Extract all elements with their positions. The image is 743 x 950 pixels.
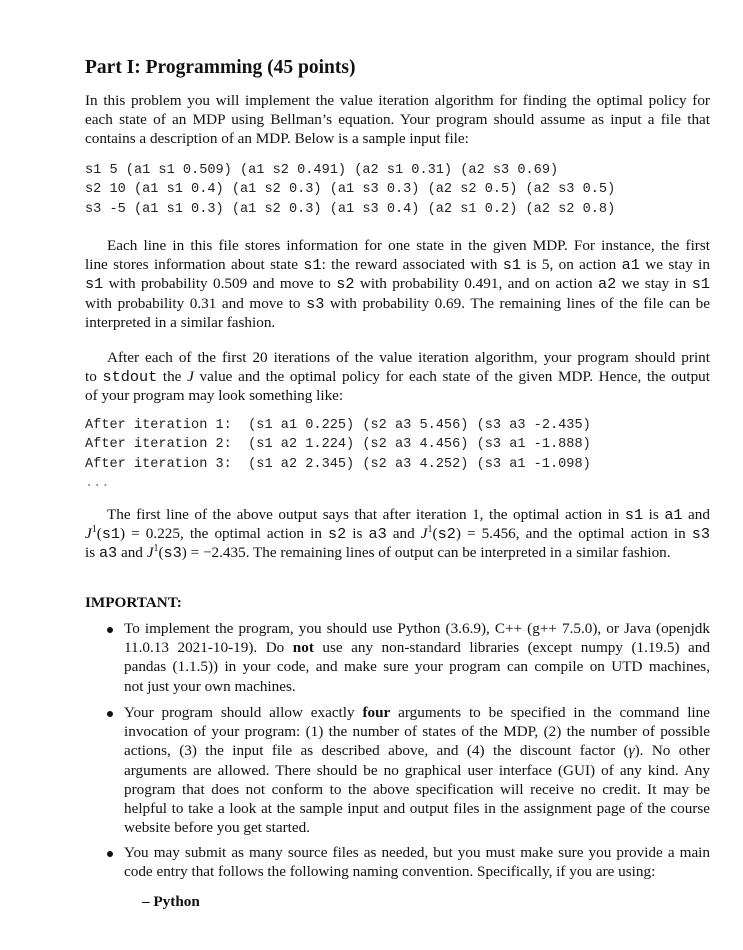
para-line: The first line of the above output says that after iteration 1, the optimal action in s1 is a1 and	[107, 506, 710, 524]
para-line: After each of the first 20 iterations of the value iteration algorithm, your program should print	[107, 349, 710, 366]
bullet-item-submission	[124, 843, 710, 881]
bullet-line: actions, (3) the input file as described above, and (4) the discount factor (γ). No other	[124, 742, 710, 760]
important-heading: IMPORTANT:	[85, 594, 182, 611]
bullet-line: program that does not conform to the above specification will receive no credit. It may be	[124, 780, 710, 798]
sub-item-python: – Python	[142, 893, 200, 910]
bullet-line: code entry that follows the following naming convention. Specifically, if you are using:	[124, 863, 656, 881]
bullet-line: To implement the program, you should use Python (3.6.9), C++ (g++ 7.5.0), or Java (openjdk	[124, 620, 710, 637]
bullet-icon	[107, 627, 113, 633]
intro-line: each state of an MDP using Bellman’s equation. Your program should assume as input a file that	[85, 111, 710, 129]
para-line: is a3 and $J^1(s3) = -2.435$. The remaining lines of output can be interpreted in a similar fashion.	[85, 543, 671, 563]
bullet-line: Your program should allow exactly four arguments to be specified in the command line	[124, 704, 710, 721]
para-line: Each line in this file stores information for one state in the given MDP. For instance, the first	[107, 237, 710, 254]
output-explanation-paragraph	[85, 348, 710, 406]
intro-line: contains a description of an MDP. Below is a sample input file:	[85, 130, 469, 148]
bullet-line: website before you get started.	[124, 819, 310, 837]
para-line: of your program may look something like:	[85, 387, 344, 405]
bullet-line: not just your own machines.	[124, 677, 296, 695]
bullet-line: 11.0.13 2021-10-19). Do not use any non-standard libraries (except numpy (1.19.5) and	[124, 639, 710, 657]
code-line: After iteration 3: (s1 a2 2.345) (s2 a3 4.252) (s3 a1 -1.098)	[85, 456, 591, 472]
code-line: s1 5 (a1 s1 0.509) (a1 s2 0.491) (a2 s1 0.31) (a2 s3 0.69)	[85, 163, 559, 178]
bullet-line: helpful to take a look at the sample input and output files in the assignment page of the course	[124, 799, 710, 817]
bullet-item-languages	[124, 619, 710, 696]
intro-line: In this problem you will implement the value iteration algorithm for finding the optimal policy for	[85, 92, 710, 109]
bullet-line: You may submit as many source files as needed, but you must make sure you provide a main	[124, 844, 710, 861]
code-line: s2 10 (a1 s1 0.4) (a1 s2 0.3) (a1 s3 0.3) (a2 s2 0.5) (a2 s3 0.5)	[85, 182, 616, 198]
para-line: to stdout the J value and the optimal policy for each state of the given MDP. Hence, the output	[85, 368, 710, 387]
code-line: s3 -5 (a1 s1 0.3) (a1 s2 0.3) (a1 s3 0.4) (a2 s1 0.2) (a2 s2 0.8)	[85, 201, 616, 217]
para-line: $J^1(s1) = 0.225$, the optimal action in s2 is a3 and $J^1(s2) = 5.456$, and the optimal action in s3	[85, 524, 710, 544]
sample-output-block	[85, 416, 591, 494]
output-interpretation-paragraph	[85, 505, 710, 563]
para-line: interpreted in a similar fashion.	[85, 313, 276, 331]
para-line: s1 with probability 0.509 and move to s2 with probability 0.491, and on action a2 we stay in s1	[85, 275, 710, 294]
bullet-line: pandas (1.1.5)) in your code, and make sure your program can compile on UTD machines,	[124, 658, 710, 676]
para-line: line stores information about state s1: the reward associated with s1 is 5, on action a1 we stay in	[85, 256, 710, 275]
code-line: After iteration 1: (s1 a1 0.225) (s2 a3 5.456) (s3 a3 -2.435)	[85, 418, 591, 433]
sample-input-block	[85, 161, 615, 219]
code-line: ...	[85, 476, 110, 492]
bullet-line: arguments are allowed. There should be no graphical user interface (GUI) of any kind. Any	[124, 761, 710, 779]
code-line: After iteration 2: (s1 a2 1.224) (s2 a3 4.456) (s3 a1 -1.888)	[85, 437, 591, 453]
section-title: Part I: Programming (45 points)	[85, 57, 356, 78]
intro-paragraph	[85, 91, 710, 149]
bullet-line: invocation of your program: (1) the number of states of the MDP, (2) the number of possible	[124, 723, 710, 741]
bullet-icon	[107, 711, 113, 717]
bullet-item-arguments	[124, 703, 710, 837]
para-line: with probability 0.31 and move to s3 with probability 0.69. The remaining lines of the file can be	[85, 294, 710, 313]
bullet-icon	[107, 851, 113, 857]
input-explanation-paragraph	[85, 236, 710, 332]
